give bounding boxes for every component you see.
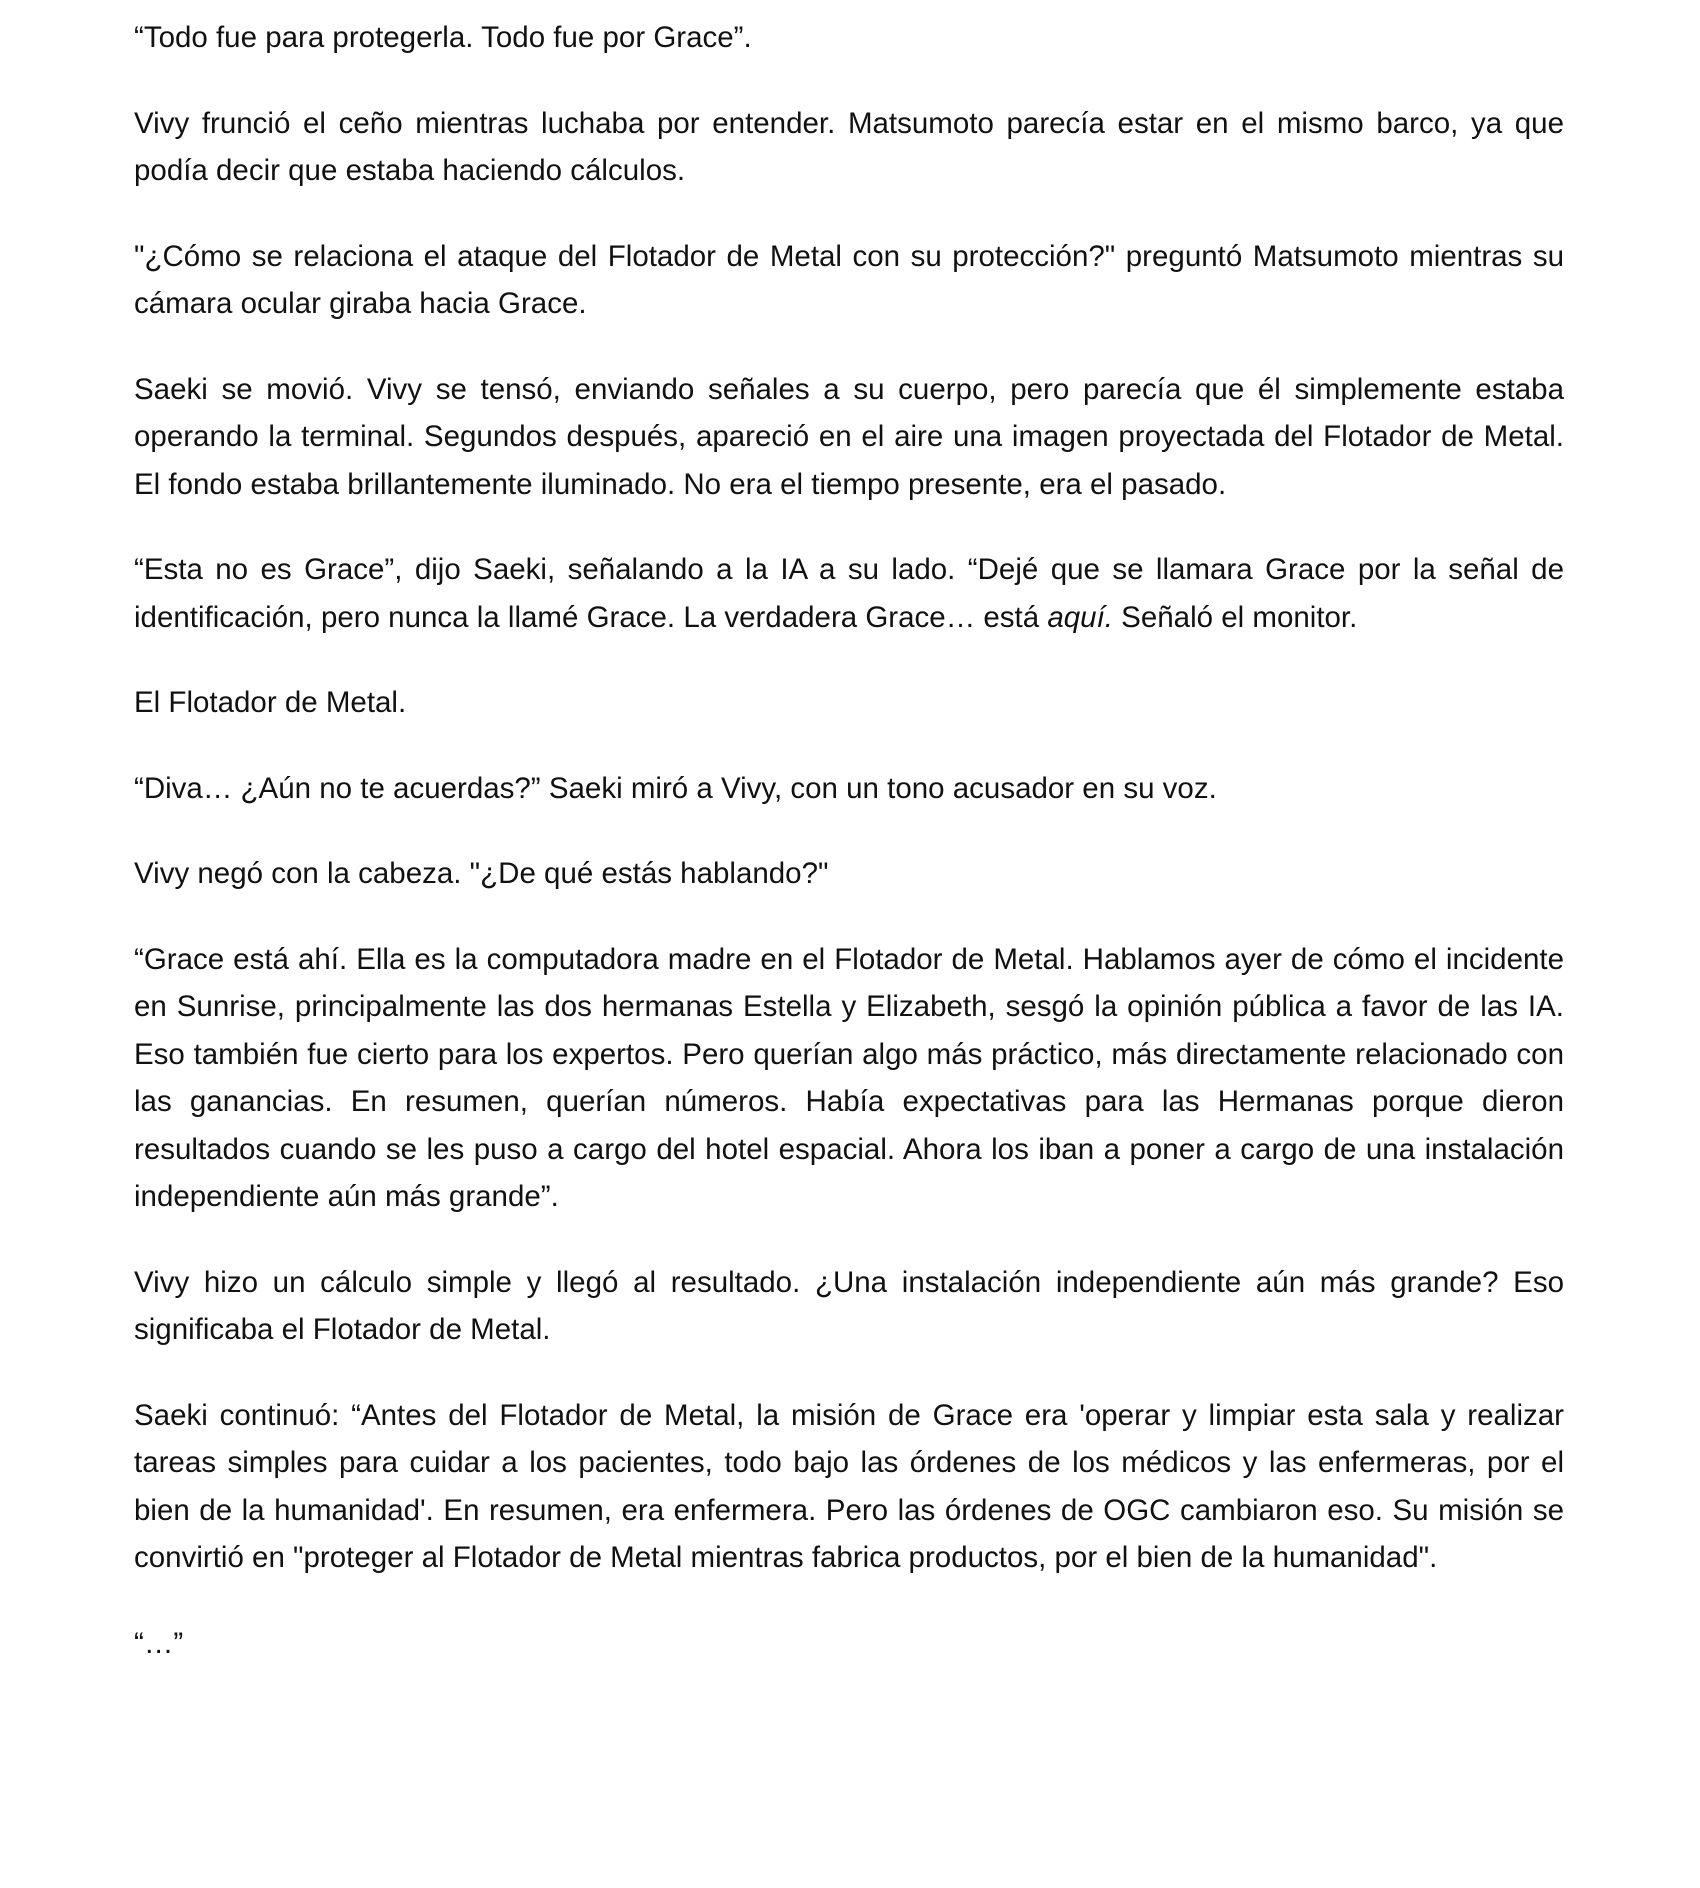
paragraph-5 <box>134 546 1564 641</box>
paragraph-6: El Flotador de Metal. <box>134 686 407 719</box>
paragraph-5-text-after: Señaló el monitor. <box>1112 600 1358 634</box>
paragraph-9: “Grace está ahí. Ella es la computadora madre en el Flotador de Metal. Hablamos ayer de cómo el incidente en Sunrise, principalmente las dos hermanas Estella y Elizabeth, sesgó la opinión pública a favor de las IA. Eso también fue cierto para los expertos. Pero querían algo más práctico, más directamente relacionado con las ganancias. En resumen, querían números. Había expectativas para las Hermanas porque dieron resultados cuando se les puso a cargo del hotel espacial. Ahora los iban a poner a cargo de una instalación independiente aún más grande”. <box>134 942 1564 1213</box>
paragraph-2: Vivy frunció el ceño mientras luchaba por entender. Matsumoto parecía estar en el mismo barco, ya que podía decir que estaba haciendo cálculos. <box>134 106 1564 187</box>
paragraph-4: Saeki se movió. Vivy se tensó, enviando señales a su cuerpo, pero parecía que él simplemente estaba operando la terminal. Segundos después, apareció en el aire una imagen proyectada del Flotador de Metal. El fondo estaba brillantemente iluminado. No era el tiempo presente, era el pasado. <box>134 372 1564 501</box>
paragraph-5-text-before: “Esta no es Grace”, dijo Saeki, señalando a la IA a su lado. “Dejé que se llamara Grace por la señal de identificación, pero nunca la llamé Grace. La verdadera Grace… está <box>134 553 1564 634</box>
paragraph-3: "¿Cómo se relaciona el ataque del Flotador de Metal con su protección?" preguntó Matsumoto mientras su cámara ocular giraba hacia Grace. <box>134 239 1564 320</box>
paragraph-5-emphasis: aquí. <box>1047 600 1113 634</box>
document-page <box>134 14 1564 1705</box>
paragraph-11: Saeki continuó: “Antes del Flotador de Metal, la misión de Grace era 'operar y limpiar esta sala y realizar tareas simples para cuidar a los pacientes, todo bajo las órdenes de los médicos y las enfermeras, por el bien de la humanidad'. En resumen, era enfermera. Pero las órdenes de OGC cambiaron eso. Su misión se convirtió en "proteger al Flotador de Metal mientras fabrica productos, por el bien de la humanidad". <box>134 1398 1564 1574</box>
paragraph-12: “…” <box>134 1626 184 1660</box>
paragraph-7: “Diva… ¿Aún no te acuerdas?” Saeki miró a Vivy, con un tono acusador en su voz. <box>134 771 1217 805</box>
paragraph-1: “Todo fue para protegerla. Todo fue por Grace”. <box>134 21 752 54</box>
paragraph-10: Vivy hizo un cálculo simple y llegó al resultado. ¿Una instalación independiente aún más grande? Eso significaba el Flotador de Metal. <box>134 1265 1564 1346</box>
paragraph-8: Vivy negó con la cabeza. "¿De qué estás hablando?" <box>134 857 829 890</box>
